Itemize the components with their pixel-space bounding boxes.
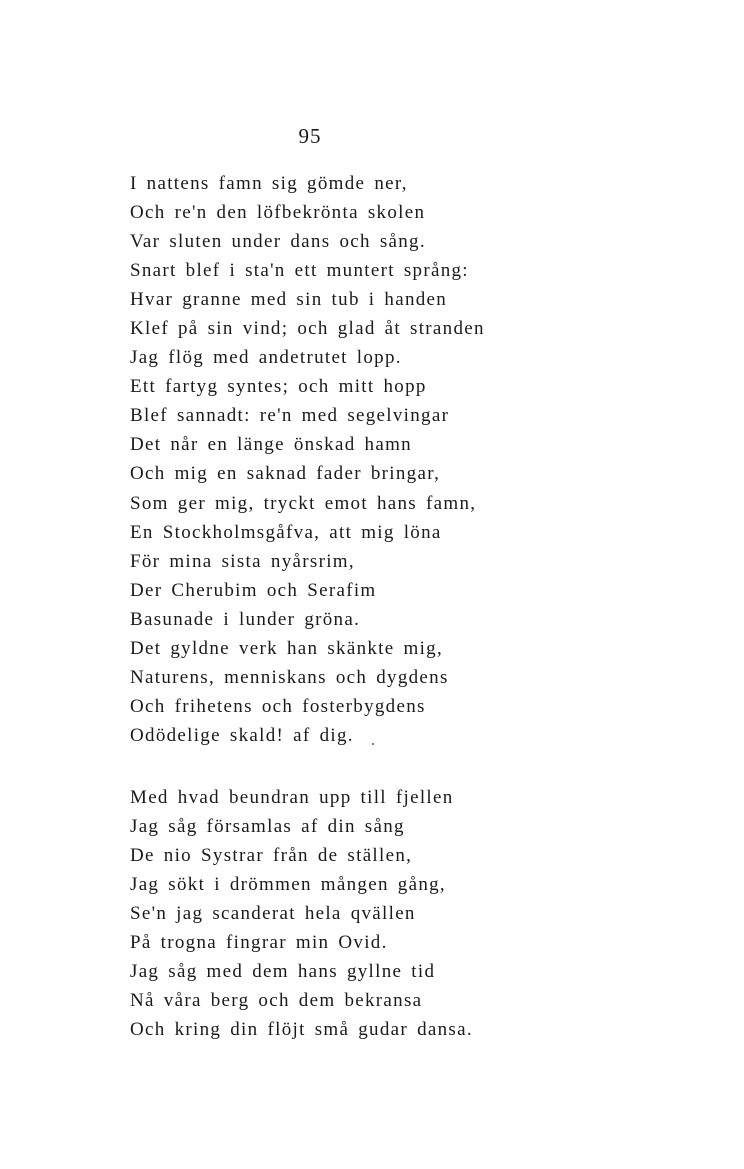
verse-line: På trogna fingrar min Ovid. <box>130 932 388 954</box>
verse-line: Jag såg församlas af din sång <box>130 816 405 838</box>
verse-line: Nå våra berg och dem bekransa <box>130 990 423 1012</box>
verse-line: I nattens famn sig gömde ner, <box>130 173 408 194</box>
verse-line: Med hvad beundran upp till fjellen <box>130 787 454 808</box>
verse-line: Blef sannadt: re'n med segelvingar <box>130 405 450 427</box>
verse-line: Basunade i lunder gröna. <box>130 608 361 630</box>
verse-line: För mina sista nyårsrim, <box>130 550 355 572</box>
verse-line: Och mig en saknad fader bringar, <box>130 463 441 485</box>
verse-line: Naturens, menniskans och dygdens <box>130 666 449 688</box>
verse-line: Klef på sin vind; och glad åt stranden <box>130 318 485 340</box>
verse-line: Det når en länge önskad hamn <box>130 434 412 456</box>
verse-line: Jag såg med dem hans gyllne tid <box>130 961 436 983</box>
verse-line: Se'n jag scanderat hela qvällen <box>130 903 416 925</box>
verse-line: De nio Systrar från de ställen, <box>130 845 413 867</box>
stanza-2 <box>130 783 473 1044</box>
page-number: 95 <box>298 124 322 148</box>
verse-line: Jag sökt i drömmen mången gång, <box>130 874 446 896</box>
print-speck <box>372 743 374 745</box>
verse-line: Der Cherubim och Serafim <box>130 579 377 601</box>
verse-line: En Stockholmsgåfva, att mig löna <box>130 521 442 543</box>
stanza-1 <box>130 169 485 750</box>
verse-line: Och frihetens och fosterbygdens <box>130 695 426 717</box>
verse-line: Ett fartyg syntes; och mitt hopp <box>130 376 427 398</box>
verse-line: Och kring din flöjt små gudar dansa. <box>130 1019 473 1041</box>
verse-line: Och re'n den löfbekrönta skolen <box>130 202 426 224</box>
verse-line: Jag flög med andetrutet lopp. <box>130 347 402 369</box>
verse-line: Var sluten under dans och sång. <box>130 231 426 253</box>
verse-line: Som ger mig, tryckt emot hans famn, <box>130 492 477 514</box>
verse-line: Det gyldne verk han skänkte mig, <box>130 637 444 659</box>
verse-line: Odödelige skald! af dig. <box>130 724 354 746</box>
verse-line: Snart blef i sta'n ett muntert språng: <box>130 260 469 282</box>
verse-line: Hvar granne med sin tub i handen <box>130 289 448 311</box>
